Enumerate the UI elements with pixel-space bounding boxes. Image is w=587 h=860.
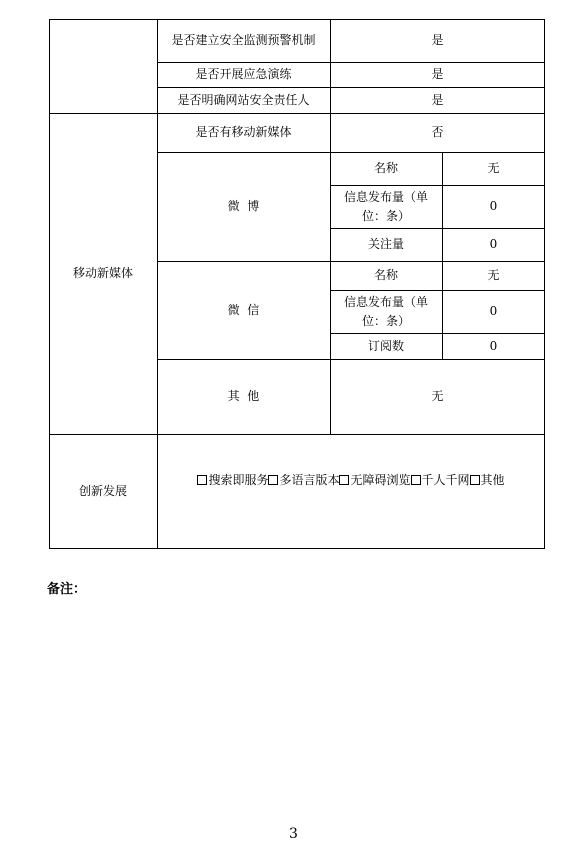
wechat-subs-value: 0 [489, 338, 498, 353]
option-personalized[interactable]: 千人千网 [411, 471, 470, 490]
security-responsible-value: 是 [431, 92, 444, 107]
note-label: 备注： [47, 582, 87, 597]
weibo-label: 微 博 [227, 199, 260, 213]
weibo-name-value: 无 [487, 161, 500, 175]
checkbox-icon[interactable] [411, 475, 421, 485]
security-responsible-label: 是否明确网站安全责任人 [177, 92, 310, 107]
checkbox-icon[interactable] [268, 475, 278, 485]
mobile-media-section-label: 移动新媒体 [72, 266, 133, 280]
weibo-follow-value: 0 [489, 237, 498, 251]
weibo-posts-label: 信息发布量（单位：条） [343, 189, 428, 223]
emergency-drill-label: 是否开展应急演练 [195, 67, 292, 81]
wechat-posts-label: 信息发布量（单位：条） [343, 294, 428, 328]
wechat-subs-label: 订阅数 [367, 338, 404, 353]
checkbox-icon[interactable] [470, 475, 480, 485]
warning-mechanism-value: 是 [431, 33, 444, 47]
other-media-label: 其 他 [227, 389, 260, 403]
other-media-value: 无 [431, 389, 444, 403]
option-accessibility[interactable]: 无障碍浏览 [339, 471, 410, 490]
wechat-label: 微 信 [227, 302, 260, 317]
checkbox-icon[interactable] [197, 475, 207, 485]
has-mobile-media-value: 否 [431, 125, 444, 139]
report-table [49, 19, 545, 548]
checkbox-icon[interactable] [339, 475, 349, 485]
emergency-drill-value: 是 [431, 67, 444, 81]
option-other[interactable]: 其他 [470, 471, 505, 490]
weibo-name-label: 名称 [373, 161, 398, 175]
weibo-posts-value: 0 [489, 199, 498, 213]
option-multilingual[interactable]: 多语言版本 [268, 471, 339, 490]
weibo-follow-label: 关注量 [367, 237, 404, 251]
innovation-label: 创新发展 [78, 483, 127, 498]
page-number: 3 [289, 826, 298, 842]
wechat-posts-value: 0 [489, 304, 498, 318]
warning-mechanism-label: 是否建立安全监测预警机制 [171, 33, 316, 47]
wechat-name-value: 无 [487, 268, 500, 282]
wechat-name-label: 名称 [373, 268, 398, 282]
has-mobile-media-label: 是否有移动新媒体 [195, 125, 292, 139]
innovation-options [157, 434, 545, 527]
option-search-service[interactable]: 搜索即服务 [197, 471, 268, 490]
